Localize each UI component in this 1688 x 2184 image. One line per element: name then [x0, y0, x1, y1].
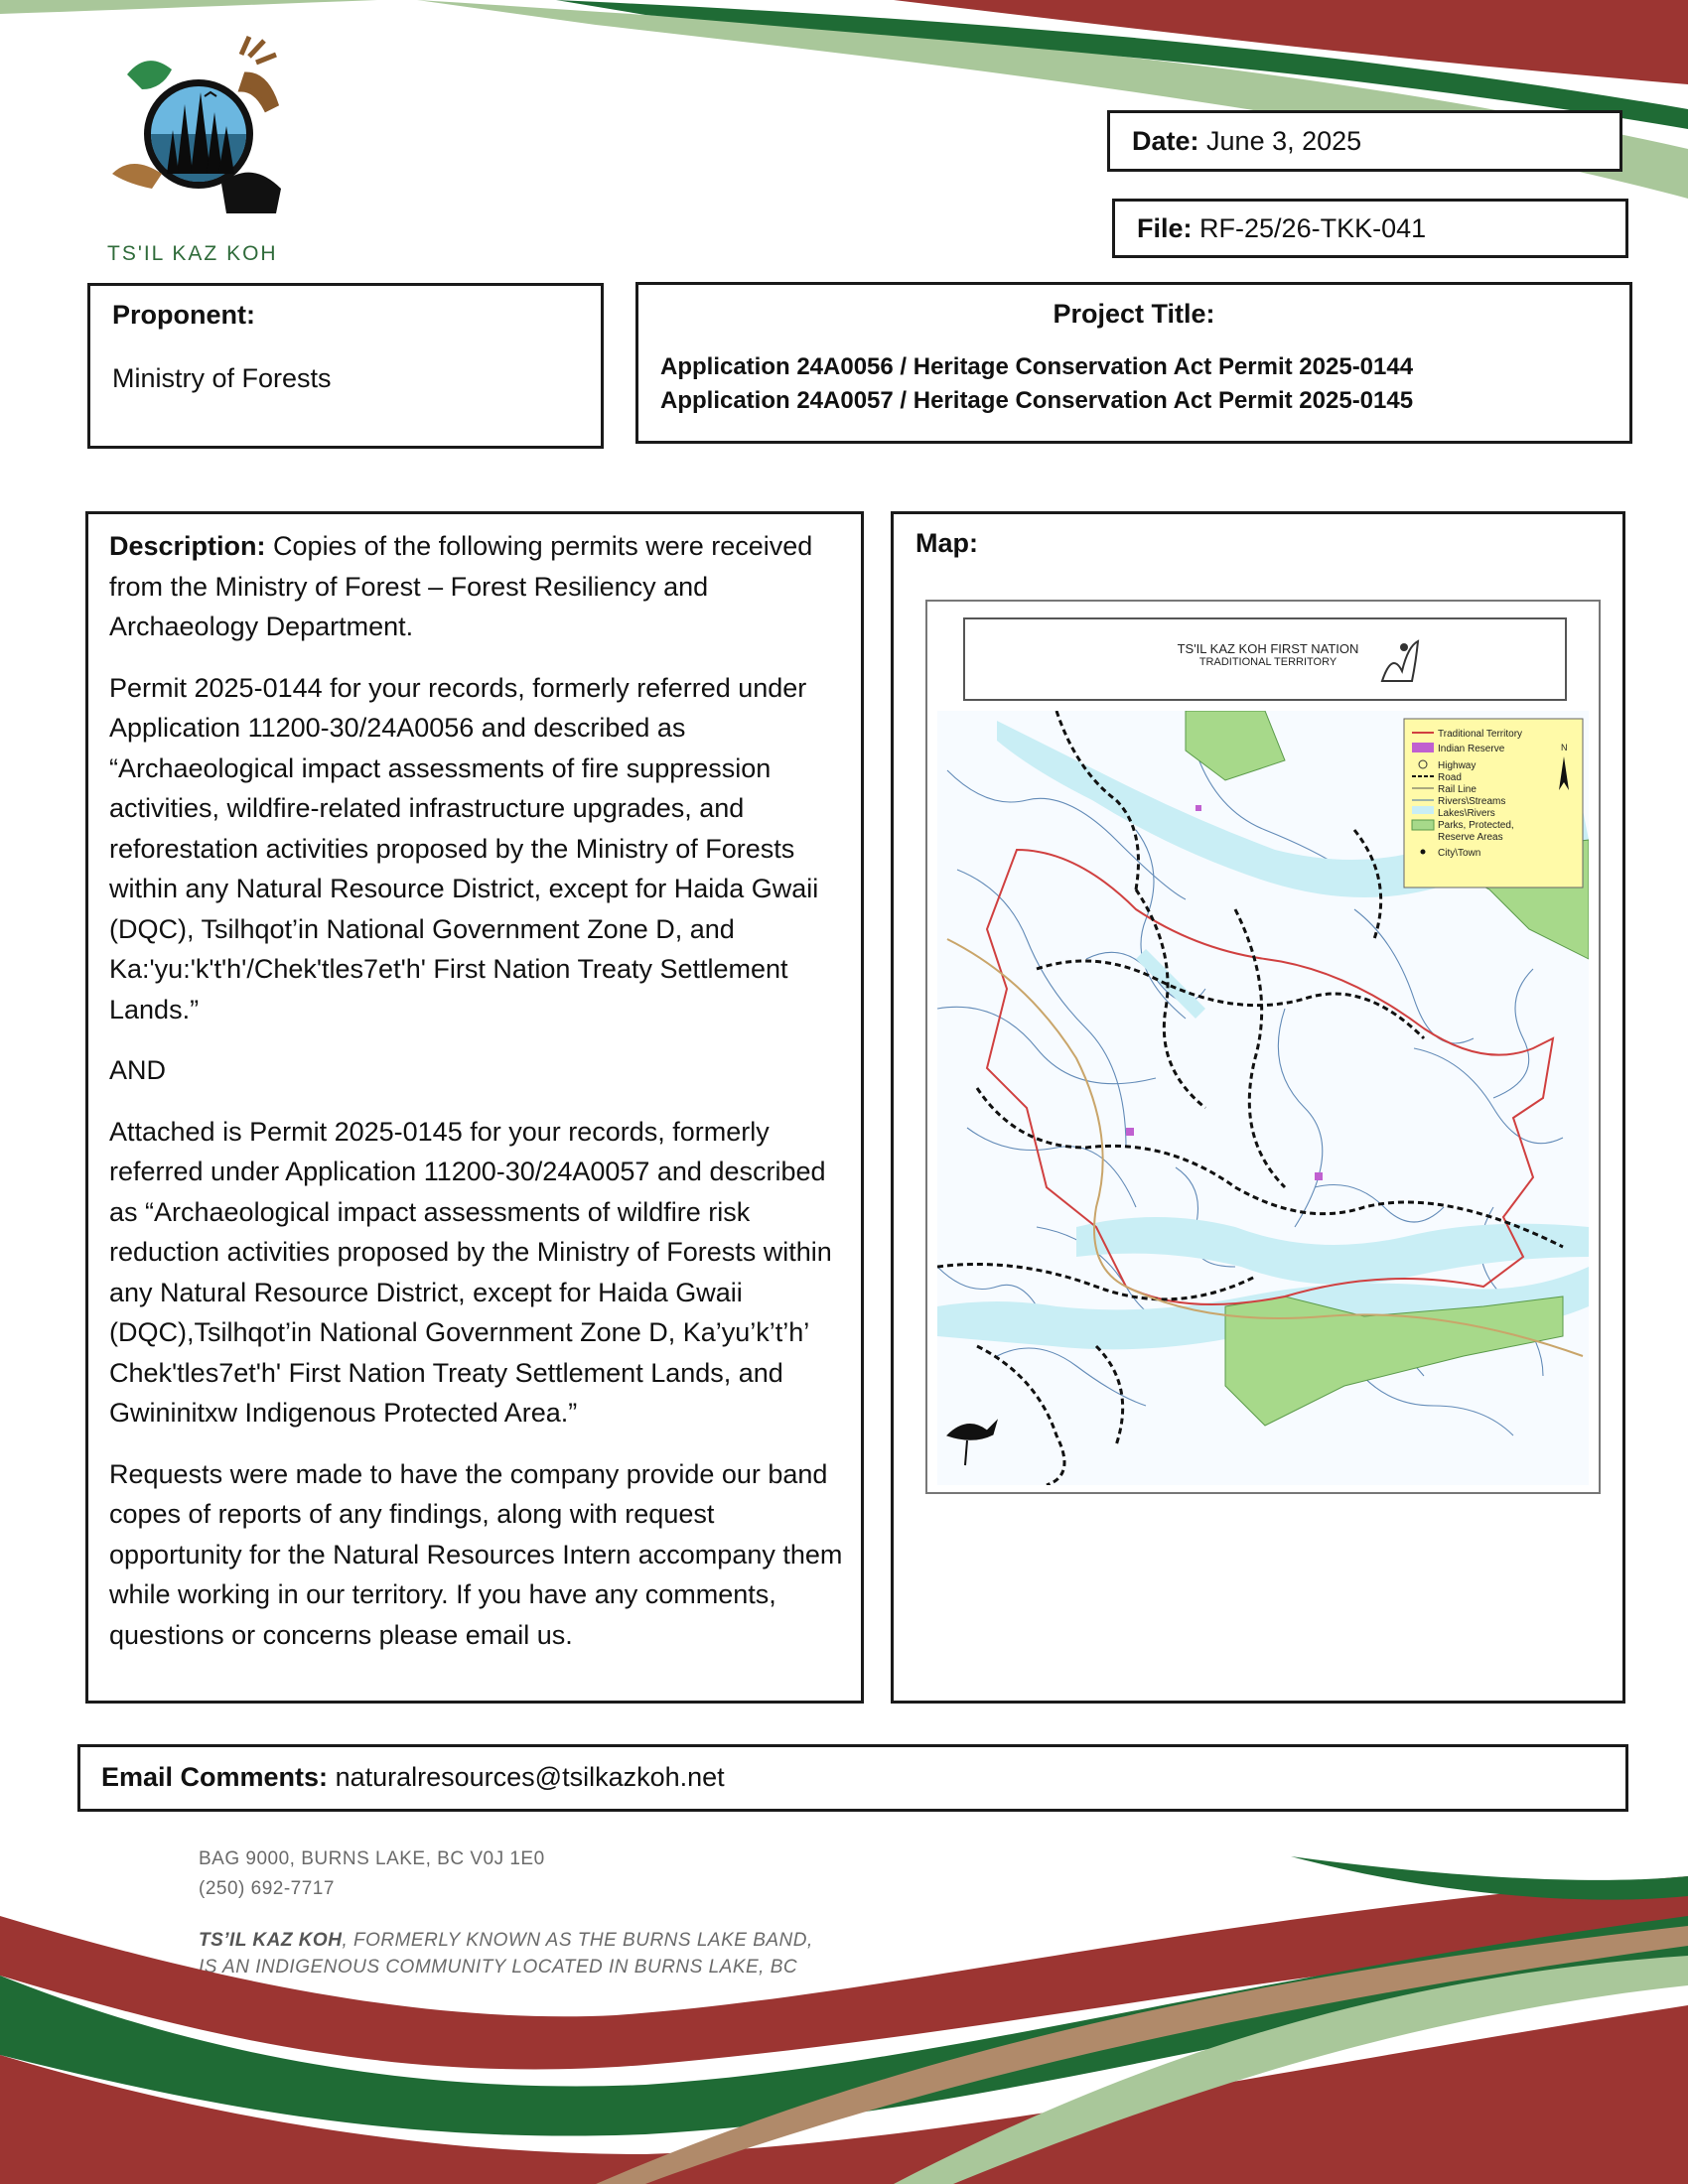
email-address-link[interactable]: naturalresources@tsilkazkoh.net — [328, 1762, 725, 1792]
logo-name: TS'IL KAZ KOH — [107, 242, 278, 265]
proponent-box — [87, 283, 604, 449]
file-box — [1112, 199, 1628, 258]
legend-item-2: Highway — [1438, 760, 1477, 771]
legend-item-8: Reserve Areas — [1438, 832, 1503, 843]
date-value: June 3, 2025 — [1206, 126, 1362, 156]
project-line-1: Application 24A0056 / Heritage Conservation Act Permit 2025-0144 — [660, 353, 1414, 380]
email-comments-box — [77, 1744, 1628, 1812]
proponent-value: Ministry of Forests — [112, 363, 332, 393]
logo-emblem — [107, 35, 286, 223]
legend-item-1: Indian Reserve — [1438, 744, 1505, 754]
map-legend — [1404, 719, 1583, 887]
legend-item-9: City\Town — [1438, 848, 1481, 859]
description-intro — [109, 526, 844, 647]
footer-swoosh — [0, 1856, 1688, 2184]
permit-2-text: Attached is Permit 2025-0145 for your records, formerly referred under Application 11200-30/24A0057 and described as “Archaeological impact assessments of wildfire risk reduction activities proposed by the Ministry of Forests within any Natural Resource District, except for Haida Gwaii (DQC),Tsilhqot’in National Government Zone D, Ka’yu’k’t’h’ Chek'tles7et'h' First Nation Treaty Settlement Lands, and Gwininitxw Indigenous Protected Area.” — [109, 1116, 832, 1428]
map-title-line-2: TRADITIONAL TERRITORY — [1198, 656, 1337, 668]
legend-item-0: Traditional Territory — [1438, 729, 1523, 740]
map-box — [891, 511, 1625, 1704]
email-label: Email Comments: — [101, 1762, 329, 1792]
project-title-label: Project Title: — [1053, 299, 1215, 329]
project-line-2: Application 24A0057 / Heritage Conservation Act Permit 2025-0145 — [660, 387, 1414, 414]
footer-address: BAG 9000, BURNS LAKE, BC V0J 1E0 — [199, 1848, 545, 1869]
date-box — [1107, 110, 1622, 172]
description-intro-text: Copies of the following permits were received from the Ministry of Forest – Forest Resiliency and Archaeology Department. — [109, 531, 813, 641]
footer-tagline-bold: TS’IL KAZ KOH — [199, 1930, 343, 1951]
file-label: File: — [1137, 213, 1193, 243]
description-box — [85, 511, 864, 1704]
project-title-box — [635, 282, 1632, 444]
map-title-box — [963, 617, 1567, 701]
north-label: N — [1561, 743, 1568, 752]
map-title-emblem-icon — [1374, 631, 1430, 687]
and-text: AND — [109, 1055, 167, 1085]
legend-item-6: Lakes\Rivers — [1438, 808, 1495, 819]
proponent-label: Proponent: — [112, 300, 255, 330]
legend-item-4: Rail Line — [1438, 784, 1477, 795]
map-frame — [925, 600, 1601, 1494]
legend-item-7: Parks, Protected, — [1438, 820, 1514, 831]
footer-tagline-2: IS AN INDIGENOUS COMMUNITY LOCATED IN BURNS LAKE, BC — [199, 1957, 798, 1978]
map-label: Map: — [915, 528, 978, 558]
description-label: Description: — [109, 531, 266, 561]
footer-phone: (250) 692-7717 — [199, 1878, 335, 1899]
date-label: Date: — [1132, 126, 1199, 156]
requests-text: Requests were made to have the company provide our band copes of reports of any findings, along with request opportunity for the Natural Resources Intern accompany them while working in our territory. If you have any comments, questions or concerns please email us. — [109, 1458, 843, 1650]
legend-item-5: Rivers\Streams — [1438, 796, 1506, 807]
legend-item-3: Road — [1438, 772, 1462, 783]
territory-map — [937, 711, 1589, 1485]
map-title-line-1: TS'IL KAZ KOH FIRST NATION — [1177, 641, 1359, 656]
footer-tagline-rest: , FORMERLY KNOWN AS THE BURNS LAKE BAND, — [342, 1930, 813, 1951]
permit-1-text: Permit 2025-0144 for your records, formerly referred under Application 11200-30/24A0056 and described as “Archaeological impact assessments of fire suppression activities, wildfire-related infrastructure upgrades, and reforestation activities proposed by the Ministry of Forests within any Natural Resource District, except for Haida Gwaii (DQC), Tsilhqot’in National Government Zone D, and Ka:'yu:'k't'h'/Chek'tles7et'h' First Nation Treaty Settlement Lands.” — [109, 672, 819, 1024]
file-value: RF-25/26-TKK-041 — [1199, 213, 1427, 243]
